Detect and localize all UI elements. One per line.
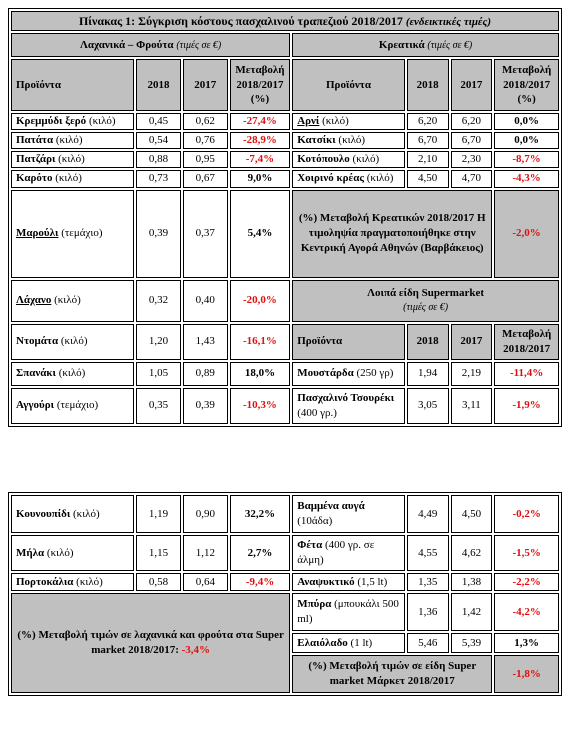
cell-2018: 1,35 xyxy=(407,573,449,591)
cell-2018: 0,58 xyxy=(136,573,181,591)
cell-2018: 5,46 xyxy=(407,633,449,653)
table-row: Λάχανο (κιλό) xyxy=(11,280,134,322)
cell-2018: 6,20 xyxy=(407,113,449,130)
cell-2017: 0,90 xyxy=(183,495,228,533)
cell-2018: 1,05 xyxy=(136,362,181,386)
table-row: Κοτόπουλο (κιλό) xyxy=(292,151,405,168)
cell-2018: 3,05 xyxy=(407,388,449,424)
table-row: Φέτα (400 γρ. σε άλμη) xyxy=(292,535,405,571)
cell-2017: 2,19 xyxy=(451,362,493,386)
cell-2018: 0,54 xyxy=(136,132,181,149)
veg-col-change: Μεταβολή 2018/2017 (%) xyxy=(230,59,290,111)
meat-summary-value: -2,0% xyxy=(494,190,559,278)
cell-2018: 0,35 xyxy=(136,388,181,424)
table-title xyxy=(11,11,559,31)
cell-2018: 2,10 xyxy=(407,151,449,168)
cell-2017: 4,70 xyxy=(451,170,493,188)
price-table-top xyxy=(8,8,562,427)
cell-2018: 4,50 xyxy=(407,170,449,188)
super-col-2017: 2017 xyxy=(451,324,493,360)
veg-col-product: Προϊόντα xyxy=(11,59,134,111)
cell-2017: 0,37 xyxy=(183,190,228,278)
table-row: Πατάτα (κιλό) xyxy=(11,132,134,149)
cell-change: 2,7% xyxy=(230,535,290,571)
table-row: Πατζάρι (κιλό) xyxy=(11,151,134,168)
cell-change: 9,0% xyxy=(230,170,290,188)
cell-2017: 0,39 xyxy=(183,388,228,424)
cell-2017: 0,67 xyxy=(183,170,228,188)
meat-section-header xyxy=(292,33,559,57)
cell-change: -10,3% xyxy=(230,388,290,424)
veg-summary xyxy=(11,593,290,693)
price-table-bottom xyxy=(8,492,562,696)
cell-change: -9,4% xyxy=(230,573,290,591)
table-row: Αναψυκτικό (1,5 lt) xyxy=(292,573,405,591)
cell-2018: 1,94 xyxy=(407,362,449,386)
cell-2018: 1,19 xyxy=(136,495,181,533)
cell-change: 32,2% xyxy=(230,495,290,533)
cell-2018: 0,88 xyxy=(136,151,181,168)
super-summary-value: -1,8% xyxy=(494,655,559,693)
cell-change: -11,4% xyxy=(494,362,559,386)
table-row: Πασχαλινό Τσουρέκι (400 γρ.) xyxy=(292,388,405,424)
table-row: Χοιρινό κρέας (κιλό) xyxy=(292,170,405,188)
veg-section-title: Λαχανικά – Φρούτα xyxy=(79,38,174,51)
cell-change: -8,7% xyxy=(494,151,559,168)
table-row: Κουνουπίδι (κιλό) xyxy=(11,495,134,533)
super-summary-text: (%) Μεταβολή τιμών σε είδη Super market Μάρκετ 2018/2017 xyxy=(292,655,492,693)
meat-col-change: Μεταβολή 2018/2017 (%) xyxy=(494,59,559,111)
meat-col-2017: 2017 xyxy=(451,59,493,111)
cell-2018: 6,70 xyxy=(407,132,449,149)
cell-2017: 3,11 xyxy=(451,388,493,424)
veg-col-2018: 2018 xyxy=(136,59,181,111)
table-row: Μουστάρδα (250 γρ) xyxy=(292,362,405,386)
link-marouli[interactable]: Μαρούλι xyxy=(16,227,59,240)
cell-2017: 1,43 xyxy=(183,324,228,360)
cell-2018: 1,15 xyxy=(136,535,181,571)
super-section-note: (τιμές σε €) xyxy=(403,302,449,314)
meat-section-title: Κρεατικά xyxy=(378,38,425,51)
table-row: Σπανάκι (κιλό) xyxy=(11,362,134,386)
cell-2017: 0,64 xyxy=(183,573,228,591)
super-section-title: Λοιπά είδη Supermarket xyxy=(367,287,485,300)
cell-2017: 0,62 xyxy=(183,113,228,130)
cell-2017: 6,70 xyxy=(451,132,493,149)
cell-change: 18,0% xyxy=(230,362,290,386)
veg-col-2017: 2017 xyxy=(183,59,228,111)
cell-change: -1,5% xyxy=(494,535,559,571)
cell-2017: 0,95 xyxy=(183,151,228,168)
table-row: Αγγούρι (τεμάχιο) xyxy=(11,388,134,424)
cell-2018: 4,55 xyxy=(407,535,449,571)
cell-2017: 0,89 xyxy=(183,362,228,386)
cell-2017: 0,40 xyxy=(183,280,228,322)
link-lachano[interactable]: Λάχανο xyxy=(16,294,52,307)
cell-2018: 1,20 xyxy=(136,324,181,360)
cell-change: -1,9% xyxy=(494,388,559,424)
table-row: Ντομάτα (κιλό) xyxy=(11,324,134,360)
meat-col-2018: 2018 xyxy=(407,59,449,111)
cell-change: -0,2% xyxy=(494,495,559,533)
veg-summary-text: (%) Μεταβολή τιμών σε λαχανικά και φρούτα στα Super market 2018/2017: xyxy=(17,629,284,656)
cell-2018: 0,45 xyxy=(136,113,181,130)
table-row: Αρνί (κιλό) xyxy=(292,113,405,130)
table-row: Ελαιόλαδο (1 lt) xyxy=(292,633,405,653)
cell-change: -4,2% xyxy=(494,593,559,631)
cell-2018: 0,32 xyxy=(136,280,181,322)
cell-change: 0,0% xyxy=(494,113,559,130)
cell-2017: 4,62 xyxy=(451,535,493,571)
cell-change: -20,0% xyxy=(230,280,290,322)
veg-section-note: (τιμές σε €) xyxy=(176,39,222,51)
table-row: Πορτοκάλια (κιλό) xyxy=(11,573,134,591)
cell-change: -2,2% xyxy=(494,573,559,591)
table-row: Καρότο (κιλό) xyxy=(11,170,134,188)
cell-2018: 4,49 xyxy=(407,495,449,533)
cell-change: 5,4% xyxy=(230,190,290,278)
veg-summary-value: -3,4% xyxy=(181,644,211,656)
table-row: Μήλα (κιλό) xyxy=(11,535,134,571)
link-arni[interactable]: Αρνί xyxy=(297,115,320,127)
cell-2017: 5,39 xyxy=(451,633,493,653)
cell-change: -28,9% xyxy=(230,132,290,149)
table-row: Βαμμένα αυγά (10άδα) xyxy=(292,495,405,533)
super-section-header xyxy=(292,280,559,322)
cell-change: 0,0% xyxy=(494,132,559,149)
meat-summary-text: (%) Μεταβολή Κρεατικών 2018/2017 Η τιμοληψία πραγματοποιήθηκε στην Κεντρική Αγορά Αθηνών (Βαρβάκειος) xyxy=(292,190,492,278)
cell-2018: 0,39 xyxy=(136,190,181,278)
meat-section-note: (τιμές σε €) xyxy=(427,39,473,51)
cell-change: -27,4% xyxy=(230,113,290,130)
table-title-text: Πίνακας 1: Σύγκριση κόστους πασχαλινού τραπεζιού 2018/2017 xyxy=(78,13,403,28)
cell-2018: 1,36 xyxy=(407,593,449,631)
cell-2017: 6,20 xyxy=(451,113,493,130)
table-row: Μπύρα (μπουκάλι 500 ml) xyxy=(292,593,405,631)
cell-2017: 0,76 xyxy=(183,132,228,149)
cell-2017: 1,12 xyxy=(183,535,228,571)
cell-2018: 0,73 xyxy=(136,170,181,188)
meat-col-product: Προϊόντα xyxy=(292,59,405,111)
cell-change: 1,3% xyxy=(494,633,559,653)
super-col-product: Προϊόντα xyxy=(292,324,405,360)
cell-change: -16,1% xyxy=(230,324,290,360)
cell-change: -7,4% xyxy=(230,151,290,168)
table-row: Μαρούλι (τεμάχιο) xyxy=(11,190,134,278)
super-col-2018: 2018 xyxy=(407,324,449,360)
super-col-change: Μεταβολή 2018/2017 xyxy=(494,324,559,360)
cell-2017: 1,38 xyxy=(451,573,493,591)
cell-2017: 4,50 xyxy=(451,495,493,533)
table-row: Κρεμμύδι ξερό (κιλό) xyxy=(11,113,134,130)
table-row: Κατσίκι (κιλό) xyxy=(292,132,405,149)
veg-section-header xyxy=(11,33,290,57)
cell-change: -4,3% xyxy=(494,170,559,188)
cell-2017: 1,42 xyxy=(451,593,493,631)
table-title-note: (ενδεικτικές τιμές) xyxy=(405,15,492,28)
cell-2017: 2,30 xyxy=(451,151,493,168)
